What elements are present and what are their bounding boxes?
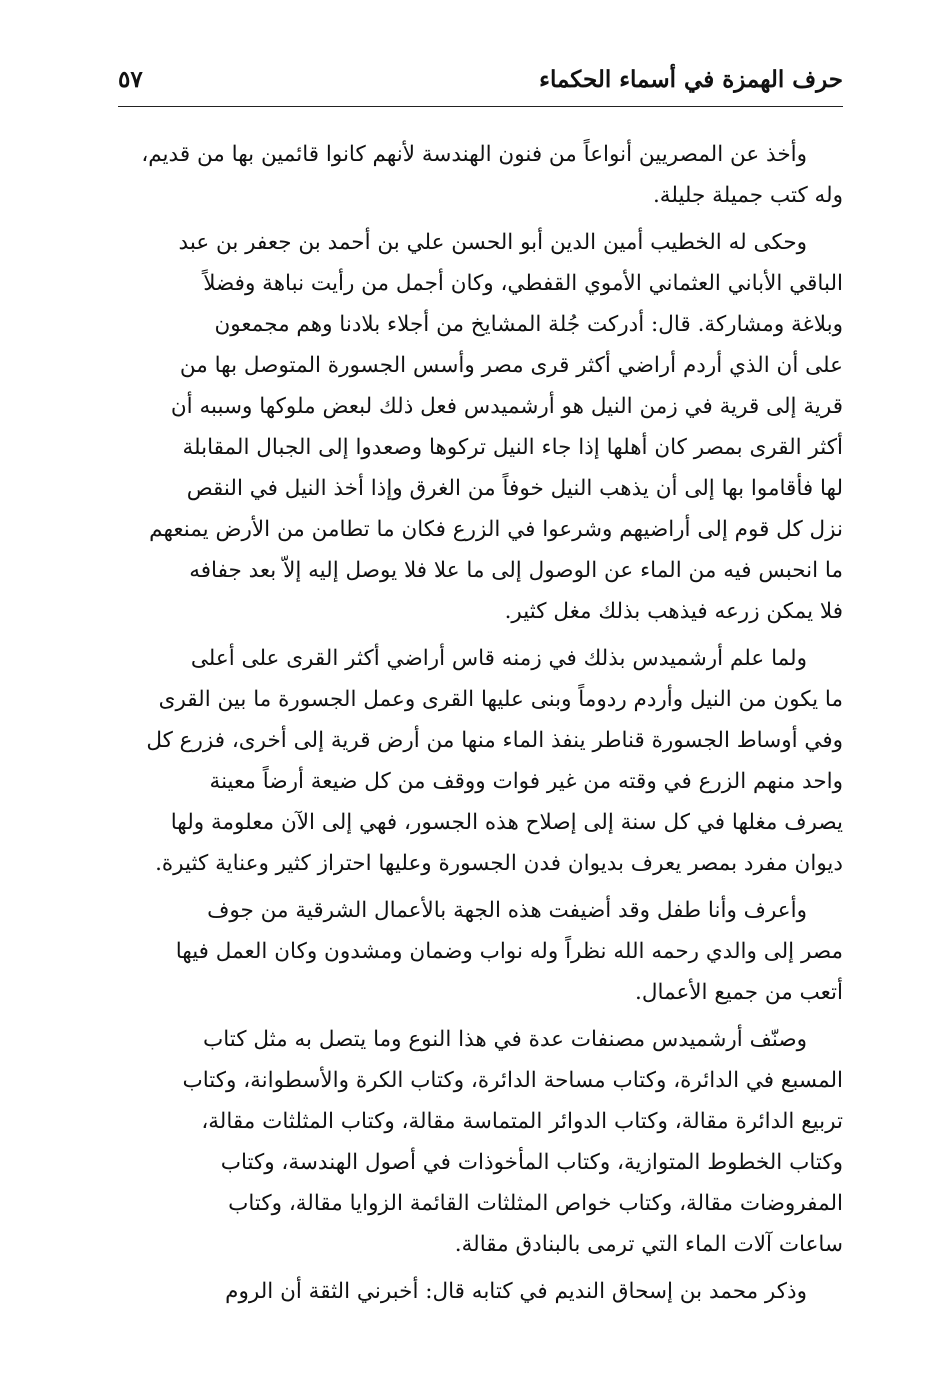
paragraph-1: [118, 134, 843, 216]
text-line: وذكر محمد بن إسحاق النديم في كتابه قال: أخبرني الثقة أن الروم: [225, 1279, 807, 1304]
text-line: ما انحبس فيه من الماء عن الوصول إلى ما علا فلا يوصل إليه إلاّ بعد جفافه: [189, 558, 843, 583]
page-header: [118, 62, 843, 107]
paragraph-3: [118, 638, 843, 884]
text-line: نزل كل قوم إلى أراضيهم وشرعوا في الزرع فكان ما تطامن من الأرض يمنعهم: [149, 517, 843, 542]
text-line: أكثر القرى بمصر كان أهلها إذا جاء النيل تركوها وصعدوا إلى الجبال المقابلة: [182, 435, 843, 460]
text-line: مصر إلى والدي رحمه الله نظراً وله نواب وضمان ومشدون وكان العمل فيها: [175, 939, 843, 964]
text-line: الباقي الأباني العثماني الأموي القفطي، وكان أجمل من رأيت نباهة وفضلاً: [203, 271, 843, 296]
text-line: وحكى له الخطيب أمين الدين أبو الحسن علي بن أحمد بن جعفر بن عبد: [178, 230, 807, 255]
text-line: وأعرف وأنا طفل وقد أضيفت هذه الجهة بالأعمال الشرقية من جوف: [207, 898, 807, 923]
text-line: أتعب من جميع الأعمال.: [635, 980, 843, 1005]
text-line: ساعات آلات الماء التي ترمى بالبنادق مقالة.: [454, 1232, 843, 1257]
text-line: لها فأقاموا بها إلى أن يذهب النيل خوفاً من الغرق وإذا أخذ النيل في النقص: [186, 476, 843, 501]
text-line: قرية إلى قرية في زمن النيل هو أرشميدس فعل ذلك لبعض ملوكها وسببه أن: [170, 394, 843, 419]
text-line: المسبع في الدائرة، وكتاب مساحة الدائرة، وكتاب الكرة والأسطوانة، وكتاب: [182, 1068, 843, 1093]
text-line: يصرف مغلها في كل سنة إلى إصلاح هذه الجسور، فهي إلى الآن معلومة ولها: [170, 810, 843, 835]
text-line: ولما علم أرشميدس بذلك في زمنه قاس أراضي أكثر القرى على أعلى: [190, 646, 807, 671]
text-line: تربيع الدائرة مقالة، وكتاب الدوائر المتماسة مقالة، وكتاب المثلثات مقالة،: [201, 1109, 843, 1134]
text-line: ما يكون من النيل وأردم ردوماً وبنى عليها القرى وعمل الجسورة ما بين القرى: [158, 687, 843, 712]
paragraph-4: [118, 890, 843, 1013]
body-text: [118, 134, 843, 1318]
running-title: حرف الهمزة في أسماء الحكماء: [539, 66, 843, 93]
text-line: ديوان مفرد بمصر يعرف بديوان فدن الجسورة وعليها احتراز كثير وعناية كثيرة.: [155, 851, 843, 876]
text-line: وفي أوساط الجسورة قناطر ينفذ الماء منها من أرض قرية إلى أخرى، فزرع كل: [146, 728, 843, 753]
text-line: وله كتب جميلة جليلة.: [652, 183, 843, 208]
text-line: وبلاغة ومشاركة. قال: أدركت جُلة المشايخ من أجلاء بلادنا وهم مجمعون: [214, 312, 843, 337]
paragraph-5: [118, 1019, 843, 1265]
text-line: واحد منهم الزرع في وقته من غير فوات ووقف من كل ضيعة أرضاً معينة: [209, 769, 843, 794]
text-line: فلا يمكن زرعه فيذهب بذلك مغل كثير.: [504, 599, 843, 624]
text-line: وكتاب الخطوط المتوازية، وكتاب المأخوذات في أصول الهندسة، وكتاب: [220, 1150, 843, 1175]
text-line: المفروضات مقالة، وكتاب خواص المثلثات القائمة الزوايا مقالة، وكتاب: [228, 1191, 843, 1216]
text-line: على أن الذي أردم أراضي أكثر قرى مصر وأسس الجسورة المتوصل بها من: [179, 353, 843, 378]
paragraph-6: [118, 1271, 843, 1312]
page-number: ٥٧: [118, 66, 143, 93]
paragraph-2: [118, 222, 843, 632]
text-line: وصنّف أرشميدس مصنفات عدة في هذا النوع وما يتصل به مثل كتاب: [203, 1027, 807, 1052]
text-line: وأخذ عن المصريين أنواعاً من فنون الهندسة لأنهم كانوا قائمين بها من قديم،: [141, 142, 807, 167]
